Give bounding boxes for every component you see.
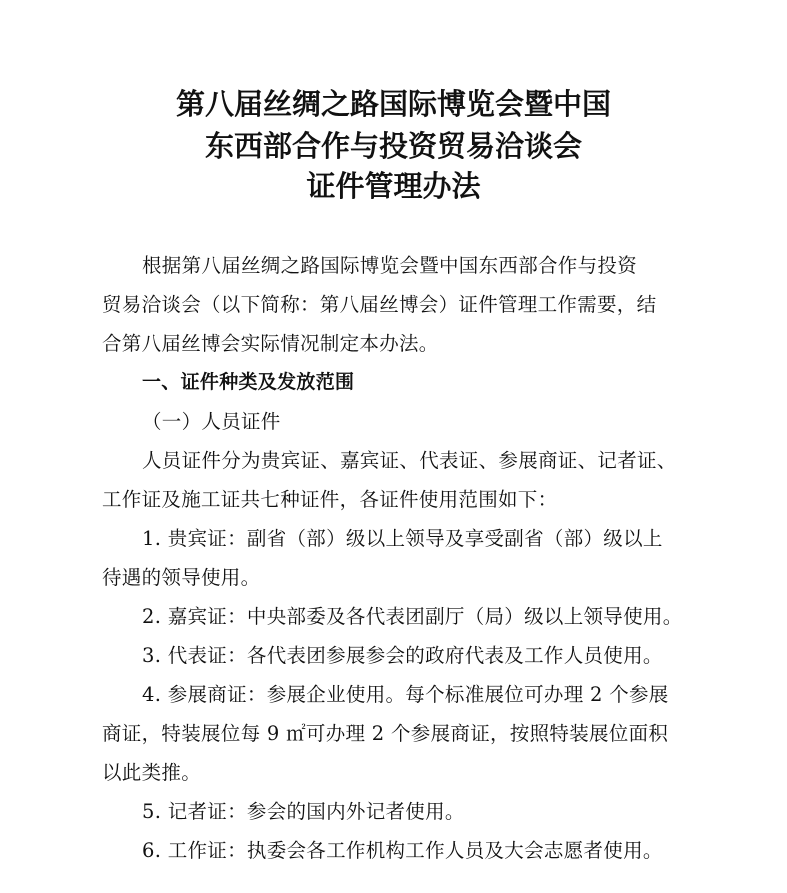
subsection-heading: （一）人员证件 [142,410,281,433]
list-item-line: 3. 代表证：各代表团参展参会的政府代表及工作人员使用。 [142,644,663,667]
document-body [102,246,692,870]
paragraph-line: 工作证及施工证共七种证件，各证件使用范围如下： [102,488,558,511]
paragraph-line: 人员证件分为贵宾证、嘉宾证、代表证、参展商证、记者证、 [142,449,677,472]
section-heading: 一、证件种类及发放范围 [142,371,355,393]
document-title-line-1: 第八届丝绸之路国际博览会暨中国 [175,87,611,121]
document-title-line-2: 东西部合作与投资贸易洽谈会 [204,129,582,163]
list-item-line: 以此类推。 [102,761,202,784]
list-item-line: 商证，特装展位每 9 ㎡可办理 2 个参展商证，按照特装展位面积 [102,722,669,745]
list-item-line: 5. 记者证：参会的国内外记者使用。 [142,800,465,823]
list-item-line: 2. 嘉宾证：中央部委及各代表团副厅（局）级以上领导使用。 [142,605,683,628]
list-item-line: 4. 参展商证：参展企业使用。每个标准展位可办理 2 个参展 [142,683,669,706]
intro-paragraph-line: 合第八届丝博会实际情况制定本办法。 [102,332,439,355]
document-title-line-3: 证件管理办法 [306,169,481,203]
list-item-line: 1. 贵宾证：副省（部）级以上领导及享受副省（部）级以上 [142,527,663,550]
list-item-line: 6. 工作证：执委会各工作机构工作人员及大会志愿者使用。 [142,839,663,862]
intro-paragraph-line: 贸易洽谈会（以下简称：第八届丝博会）证件管理工作需要，结 [102,293,657,316]
list-item-line: 待遇的领导使用。 [102,566,261,589]
intro-paragraph-line: 根据第八届丝绸之路国际博览会暨中国东西部合作与投资 [142,254,638,277]
